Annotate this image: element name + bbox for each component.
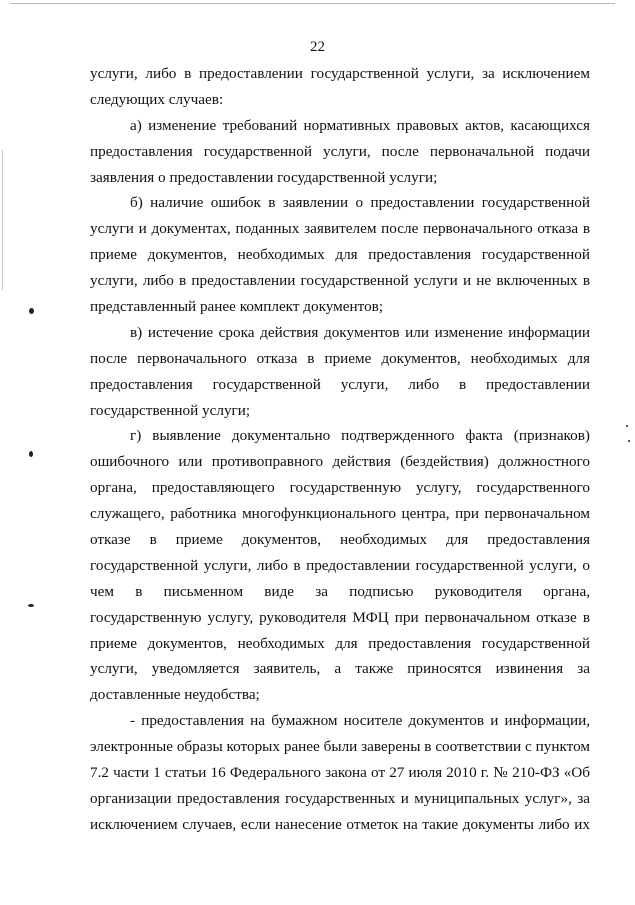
text-line: заявления о предоставлении государственной услуги; xyxy=(90,168,438,186)
text-line: в) истечение срока действия документов или изменение информации xyxy=(130,323,590,341)
scan-speck xyxy=(28,604,34,607)
text-line: организации предоставления государственных и муниципальных услуг», за xyxy=(90,789,590,807)
scan-edge-line xyxy=(10,3,615,4)
text-line: приеме документов, необходимых для предоставления государственной xyxy=(90,634,590,652)
scan-speck xyxy=(628,440,630,442)
text-line: служащего, работника многофункционального центра, при первоначальном xyxy=(90,505,590,523)
text-line: услуги, уведомляется заявитель, а также приносятся извинения за xyxy=(90,660,590,678)
text-line: предоставления государственной услуги, после первоначальной подачи xyxy=(90,142,590,160)
text-line: государственной услуги; xyxy=(90,401,251,419)
scan-speck xyxy=(626,425,628,427)
text-line: г) выявление документально подтвержденного факта (признаков) xyxy=(130,427,590,445)
text-line: органа, предоставляющего государственную услугу, государственного xyxy=(90,479,590,497)
scan-speck xyxy=(29,451,33,457)
text-line: 7.2 части 1 статьи 16 Федерального закона от 27 июля 2010 г. № 210-ФЗ «Об xyxy=(90,764,590,782)
text-line: отказе в приеме документов, необходимых для предоставления xyxy=(90,531,590,549)
text-line: предоставления государственной услуги, либо в предоставлении xyxy=(90,375,590,393)
text-line: чем в письменном виде за подписью руководителя органа, xyxy=(90,582,590,600)
text-line: исключением случаев, если нанесение отметок на такие документы либо их xyxy=(90,815,590,833)
text-line: после первоначального отказа в приеме документов, необходимых для xyxy=(90,349,590,367)
scan-margin-line xyxy=(2,150,3,290)
page-number: 22 xyxy=(310,39,325,55)
text-line: - предоставления на бумажном носителе документов и информации, xyxy=(130,712,590,730)
text-line: следующих случаев: xyxy=(90,90,224,108)
text-line: а) изменение требований нормативных правовых актов, касающихся xyxy=(130,116,590,134)
text-line: государственную услугу, руководителя МФЦ при первоначальном отказе в xyxy=(90,608,590,626)
text-line: доставленные неудобства; xyxy=(90,686,260,704)
text-line: ошибочного или противоправного действия (бездействия) должностного xyxy=(90,453,590,471)
scan-speck xyxy=(29,308,34,314)
text-line: услуги и документах, поданных заявителем после первоначального отказа в xyxy=(90,220,590,238)
text-line: б) наличие ошибок в заявлении о предоставлении государственной xyxy=(130,194,590,212)
text-line: представленный ранее комплект документов; xyxy=(90,298,384,316)
text-line: электронные образы которых ранее были заверены в соответствии с пунктом xyxy=(90,738,590,756)
text-line: государственной услуги, либо в предоставлении государственной услуги, о xyxy=(90,556,590,574)
text-line: приеме документов, необходимых для предоставления государственной xyxy=(90,246,590,264)
text-line: услуги, либо в предоставлении государственной услуги и не включенных в xyxy=(90,272,590,290)
body-text xyxy=(90,61,590,838)
text-line: услуги, либо в предоставлении государственной услуги, за исключением xyxy=(90,65,590,82)
